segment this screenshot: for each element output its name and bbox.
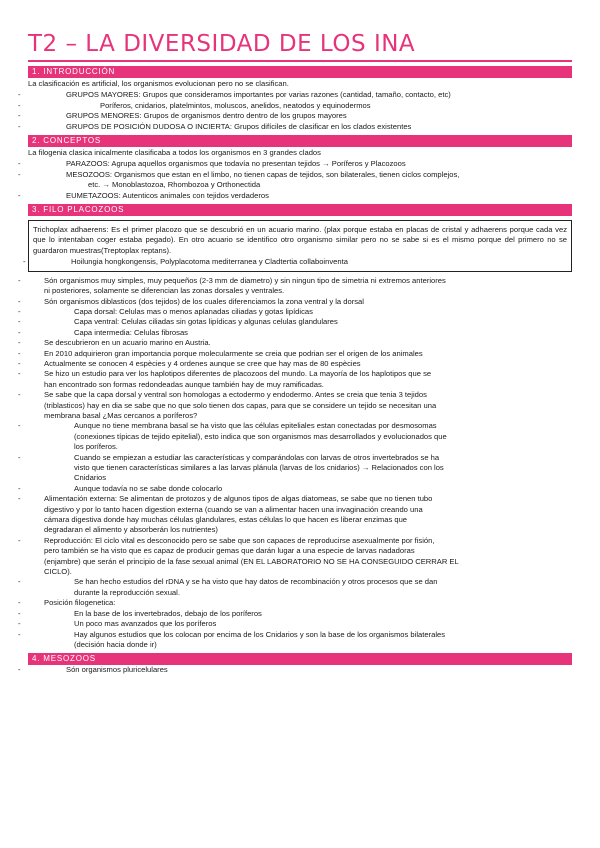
list-item: - En 2010 adquirieron gran importancia porque molecularmente se creia que podrian ser el origen de los animales (28, 349, 572, 359)
section-header-introduccion: 1. INTRODUCCIÓN (28, 66, 572, 78)
list-item: - Cuando se empiezan a estudiar las características y comparándolas con larvas de otros invertebrados se ha (28, 453, 572, 463)
section-header-conceptos: 2. CONCEPTOS (28, 135, 572, 147)
list-item-continuation: degradaran el alimento y absorberán los nutrientes) (44, 525, 218, 535)
list-item: - GRUPOS DE POSICIÓN DUDOSA O INCIERTA: Grupos difíciles de clasificar en los clados existentes (28, 122, 572, 132)
section-header-mesozoos: 4. MESOZOOS (28, 653, 572, 665)
section-list (28, 90, 572, 132)
list-item: - Són organismos pluricelulares (28, 665, 572, 675)
section-paragraph: La filogenia clasica inicalmente clasificaba a todos los organismos en 3 grandes clados (28, 148, 321, 158)
list-item: - Se hizo un estudio para ver los haplotipos diferentes de placozoos del mundo. La mayoría de los haplotipos que se (28, 369, 572, 379)
list-item: - GRUPOS MAYORES: Grupos que consideramos importantes por varias razones (cantidad, tamaño, contacto, etc) (28, 90, 572, 100)
list-item-continuation: (decisión hacia donde ir) (74, 639, 157, 649)
box-paragraph: Trichoplax adhaerens: Es el primer placozo que se descubrió en un acuario marino. (plax porque estaba en placas de cristal y adhaerens porque cada vez que lo intentaban coger estaba pegado). En otro acuario se identifico otro organismo similar pero no se sabe si es el mismo porque del primero no se guardaron muestras(Treptoplax reptans). (33, 225, 567, 255)
list-item-continuation: los poríferos. (74, 442, 118, 452)
list-item-continuation: Cnidarios (74, 473, 107, 483)
page-title: T2 – LA DIVERSIDAD DE LOS INA (28, 31, 416, 57)
section-list (28, 276, 572, 651)
list-item-continuation: (triblasticos) hay en dia se sabe que no que solo tienen dos capas, para que se considere un tejido se necesitan una (44, 400, 437, 410)
section-paragraph: La clasificación es artificial, los organismos evolucionan pero no se clasifican. (28, 79, 289, 88)
section-header-filo-placozoos: 3. FILO PLACOZOOS (28, 204, 572, 216)
list-item: - Aunque no tiene membrana basal se ha visto que las células epiteliales estan conectadas por desmosomas (28, 421, 572, 431)
list-item: - Capa ventral: Celulas ciliadas sin gotas lipídicas y algunas celulas glandulares (28, 317, 572, 327)
list-item: - Capa intermedia: Celulas fibrosas (28, 328, 572, 338)
list-item-continuation: pero también se ha visto que es capaz de producir gemas que darán lugar a una especie de larvas nadadoras (44, 546, 415, 556)
list-item: - GRUPOS MENORES: Grupos de organismos dentro dentro de los grupos mayores (28, 111, 572, 121)
list-item: - Reproducción: El ciclo vital es desconocido pero se sabe que son capaces de reproducirse asexualmente por fisión, (28, 536, 572, 546)
section-list (28, 665, 572, 675)
list-item: - Se sabe que la capa dorsal y ventral son homologas a ectodermo y endodermo. Antes se creia que tenia 3 tejidos (28, 390, 572, 400)
box-list-item: - Hoilungia hongkongensis, Polyplacotoma mediterranea y Cladtertia collaboinventa (33, 257, 567, 267)
list-item: - Són organismos muy simples, muy pequeños (2-3 mm de diametro) y sin ningun tipo de simetria ni extremos anteriores (28, 276, 572, 286)
list-item-continuation: CICLO). (44, 567, 72, 577)
list-item: - Poríferos, cnidarios, platelmintos, moluscos, anelidos, neatodos y equinodermos (28, 101, 572, 111)
list-item: - Aunque todavía no se sabe donde colocarlo (28, 484, 572, 494)
list-item: - Posición filogenetica: (28, 598, 572, 608)
list-item: - PARAZOOS: Agrupa aquellos organismos que todavía no presentan tejidos → Poríferos y Placozoos (28, 159, 572, 169)
list-item: - Són organismos diblasticos (dos tejidos) de los cuales diferenciamos la zona ventral y la dorsal (28, 297, 572, 307)
list-item-continuation: (enjambre) que serán el principio de la fase sexual animal (EN EL LABORATORIO NO SE HA CONSEGUIDO CERRAR EL (44, 556, 459, 566)
list-item: - Se descubrieron en un acuario marino en Austria. (28, 338, 572, 348)
section-list (28, 159, 572, 201)
list-item-continuation: ni posteriores, solamente se diferencian las zonas dorsales y ventrales. (44, 286, 285, 296)
list-item-continuation: membrana basal ¿Mas cercanos a poríferos? (44, 410, 198, 420)
list-item-continuation: visto que tienen características similares a las larvas plánula (larvas de los cnidarios) → Relacionados con los (74, 463, 444, 472)
list-item-continuation: etc. → Monoblastozoa, Rhombozoa y Orthonectida (88, 180, 261, 190)
list-item: - Actualmente se conocen 4 espècies y 4 ordenes aunque se cree que hay mas de 80 espècies (28, 359, 572, 369)
list-item: - En la base de los invertebrados, debajo de los poríferos (28, 609, 572, 619)
document-page (28, 0, 572, 676)
highlight-box (28, 220, 572, 272)
list-item-continuation: han encontrado son formas redondeadas aunque también hay de muy ramificadas. (44, 379, 324, 389)
list-item: - Se han hecho estudios del rDNA y se ha visto que hay datos de recombinación y otros procesos que se dan (28, 577, 572, 587)
list-item: - EUMETAZOOS: Autenticos animales con tejidos verdaderos (28, 191, 572, 201)
list-item: - MESOZOOS: Organismos que estan en el limbo, no tienen capas de tejidos, son bilaterales, tienen ciclos complejos, (28, 170, 572, 180)
list-item-continuation: digestivo y por lo tanto hacen digestion externa (cuando se van a alimentar hacen una invaginación creando una (44, 504, 423, 514)
list-item: - Hay algunos estudios que los colocan por encima de los Cnidarios y son la base de los organismos bilaterales (28, 630, 572, 640)
list-item-continuation: durante la reproducción sexual. (74, 587, 180, 597)
title-divider (28, 60, 572, 62)
list-item-continuation: (conexiones típicas de tejido epitelial), esto indica que son organismos mas desarrollados y evolucionados que (74, 431, 447, 441)
list-item: - Alimentación externa: Se alimentan de protozos y de algunos tipos de algas diatomeas, se sabe que no tienen tubo (28, 494, 572, 504)
list-item: - Capa dorsal: Celulas mas o menos aplanadas ciliadas y gotas lipídicas (28, 307, 572, 317)
list-item-continuation: cámara digestiva donde hay muchas células glandulares, estas células lo que hacen es liberar enzimas que (44, 515, 408, 525)
list-item: - Un poco mas avanzados que los poríferos (28, 619, 572, 629)
